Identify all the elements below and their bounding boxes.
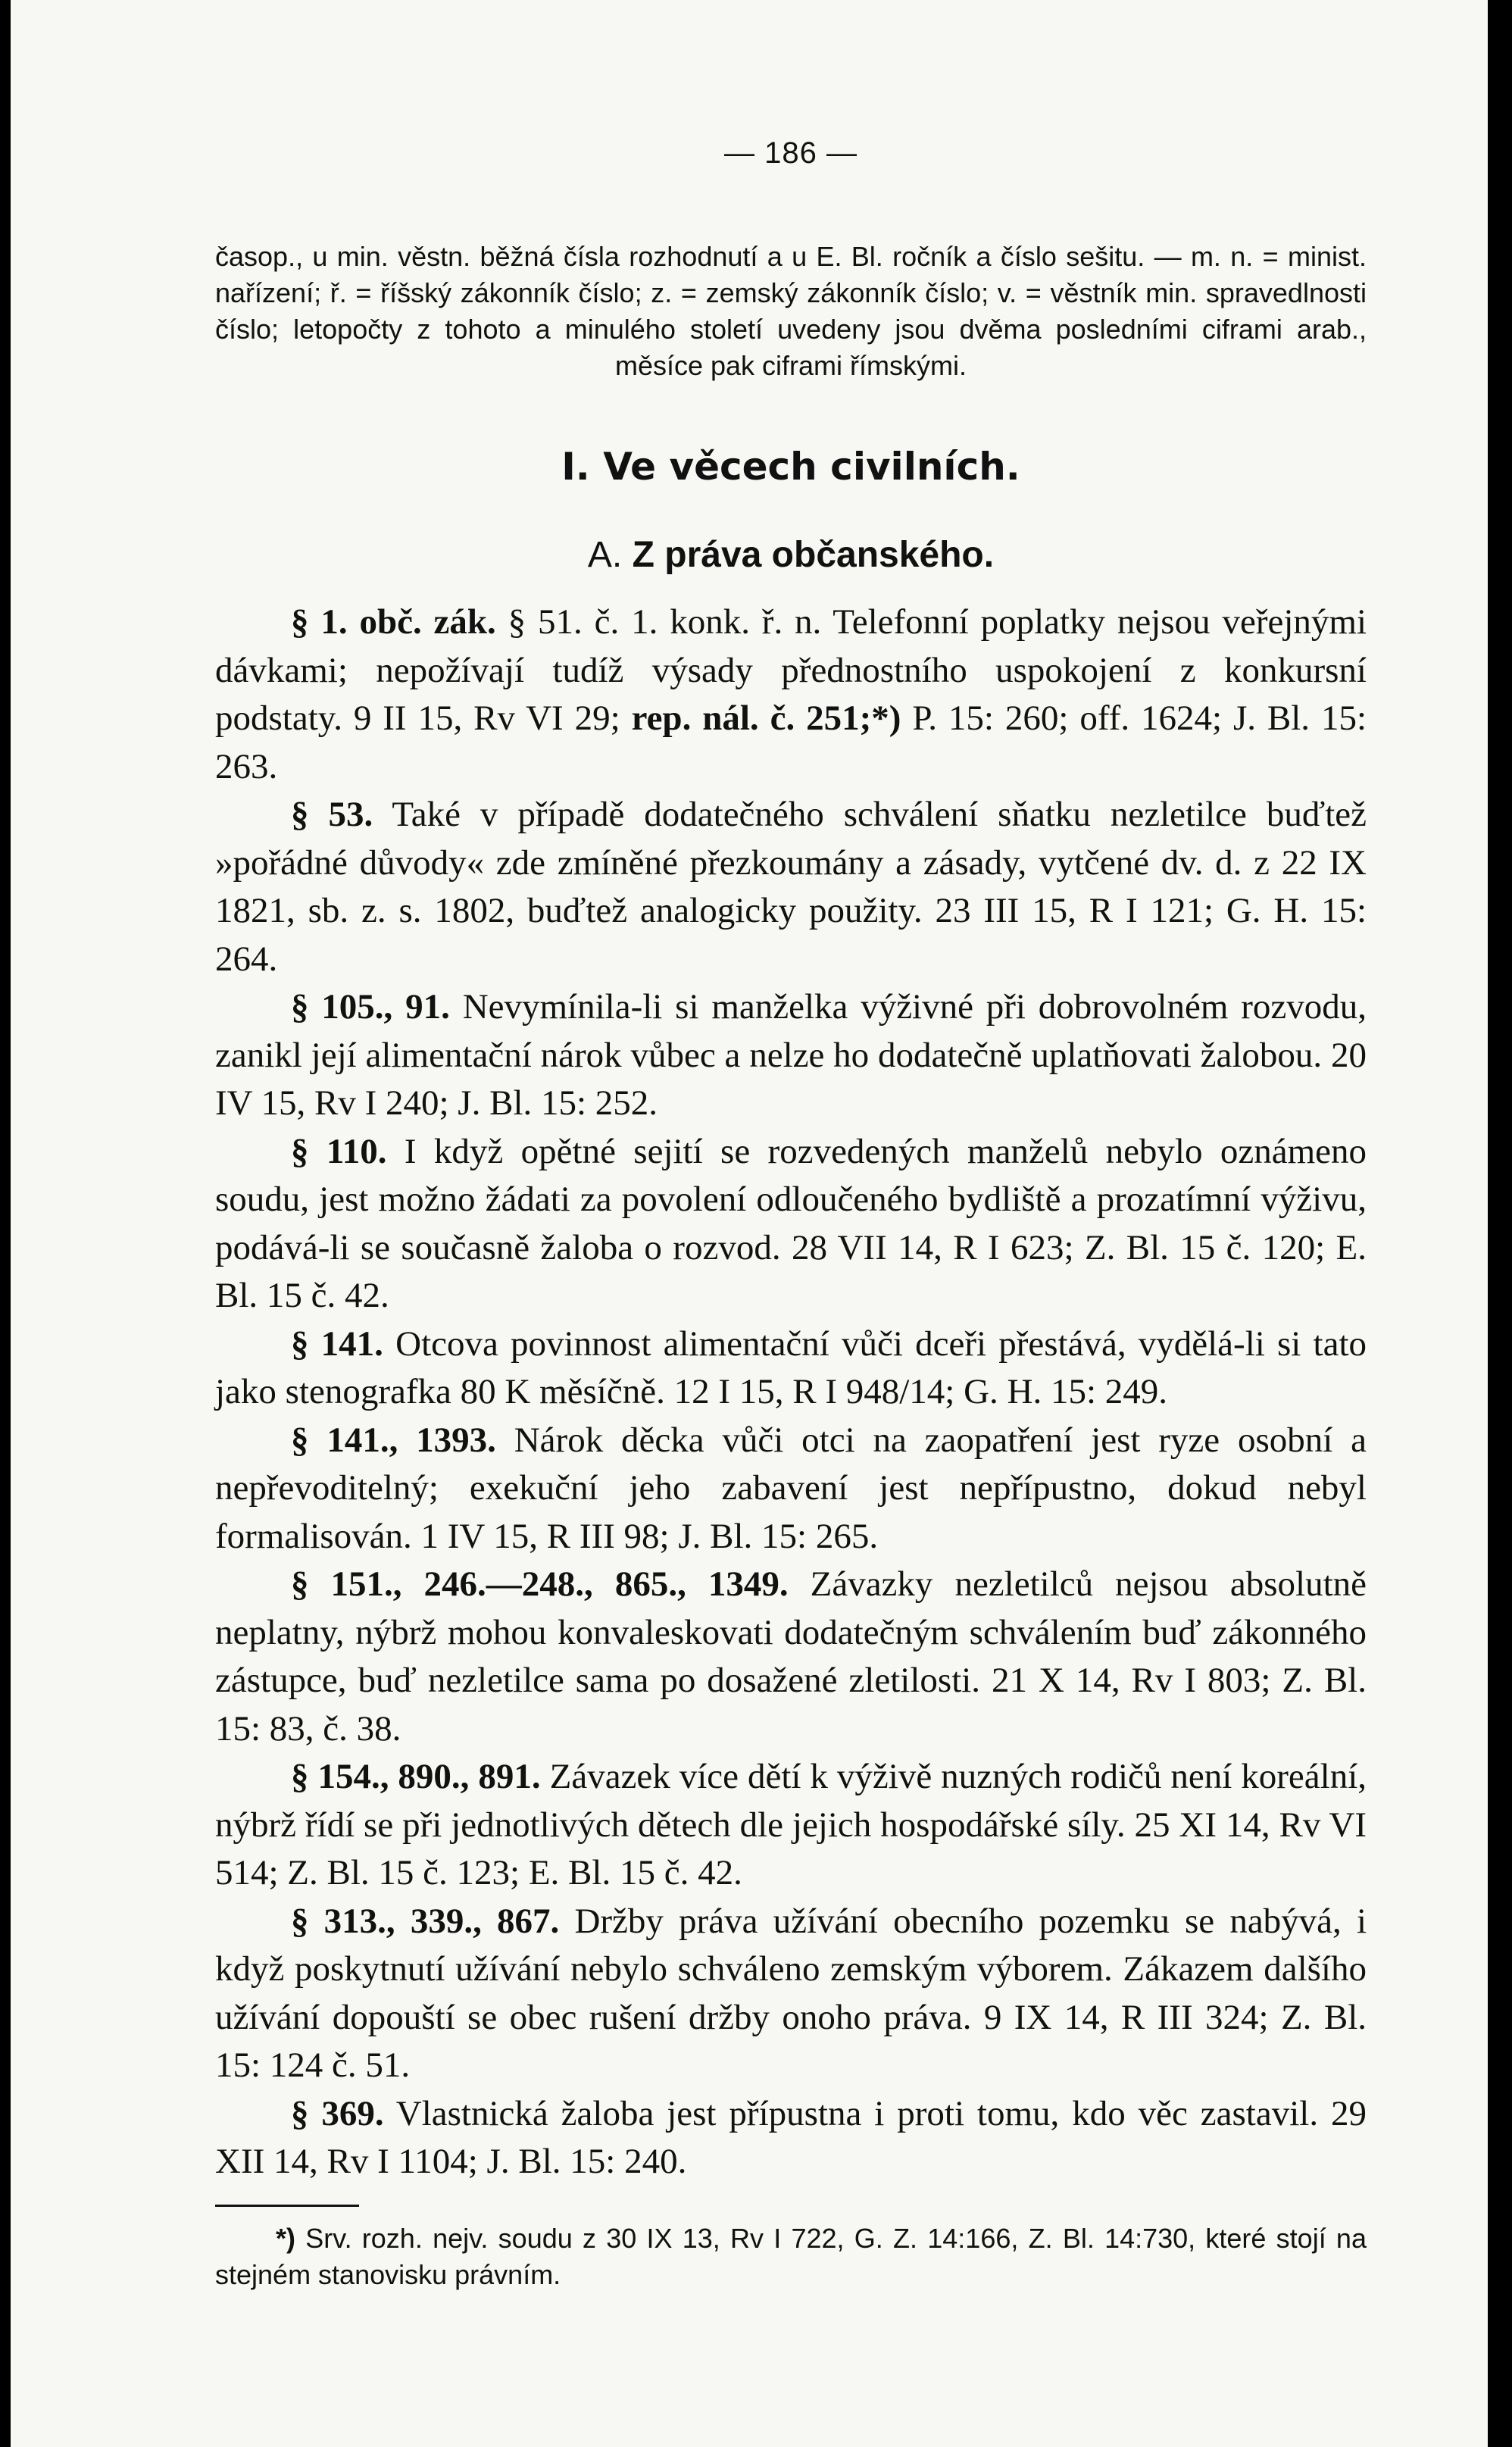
page-number: — 186 — — [724, 136, 858, 170]
entry-paragraph — [215, 1753, 1367, 1898]
entry-section-ref: § 313., 339., 867. — [291, 1901, 560, 1941]
entry-paragraph — [215, 598, 1367, 791]
entry-text: § 51. č. 1. konk. ř. n. Telefonní poplatky nejsou veřejnými dávkami; nepožívají tudíž výsady přednostního uspokojení z konkursní podstaty. 9 II 15, Rv VI 29; — [215, 602, 1367, 738]
page-content — [215, 136, 1367, 2293]
entry-section-ref: § 151., 246.—248., 865., 1349. — [291, 1564, 789, 1604]
footnote — [215, 2220, 1367, 2293]
entry-section-ref: § 154., 890., 891. — [291, 1757, 541, 1796]
entry-section-ref: § 105., 91. — [291, 987, 450, 1027]
entry-text: Otcova povinnost alimentační vůči dceři přestává, vydělá-li si tato jako stenografka 80 K měsíčně. 12 I 15, R I 948/14; G. H. 15: 249. — [215, 1324, 1367, 1411]
section-heading: I. Ve věcech civilních. — [561, 445, 1020, 489]
entry-text-tail: P. 15: 260; off. 1624; J. Bl. 15: 263. — [215, 698, 1367, 786]
footnote-divider — [215, 2205, 359, 2207]
entry-section-ref: § 110. — [291, 1131, 387, 1171]
entry-section-ref: § 1. obč. zák. — [291, 602, 496, 642]
entry-paragraph — [215, 1561, 1367, 1753]
entry-text: I když opětné sejití se rozvedených manželů nebylo oznámeno soudu, jest možno žádati za povolení odloučeného bydliště a prozatímní výživu, podává-li se současně žaloba o rozvod. 28 VII 14, R I 623; Z. Bl. 15 č. 120; E. Bl. 15 č. 42. — [215, 1131, 1367, 1315]
entry-paragraph — [215, 983, 1367, 1128]
entry-report-ref: rep. nál. č. 251;*) — [631, 698, 901, 738]
entry-text: Nárok děcka vůči otci na zaopatření jest ryze osobní a nepřevoditelný; exekuční jeho zabavení jest nepřípustno, dokud nebyl formalisován. 1 IV 15, R III 98; J. Bl. 15: 265. — [215, 1420, 1367, 1556]
entry-text: Závazky nezletilců nejsou absolutně neplatny, nýbrž mohou konvaleskovati dodatečným schválením buď zákonného zástupce, buď nezletilce sama po dosažené zletilosti. 21 X 14, Rv I 803; Z. Bl. 15: 83, č. 38. — [215, 1564, 1367, 1749]
entry-paragraph — [215, 2090, 1367, 2186]
document-page — [11, 0, 1488, 2447]
subsection-title: Z práva občanského. — [632, 535, 995, 575]
entry-text: Vlastnická žaloba jest přípustna i proti tomu, kdo věc zastavil. 29 XII 14, Rv I 1104; J. Bl. 15: 240. — [215, 2093, 1367, 2181]
subsection-heading — [215, 534, 1367, 576]
entry-paragraph — [215, 791, 1367, 983]
entry-section-ref: § 141. — [291, 1324, 383, 1364]
entry-paragraph — [215, 1320, 1367, 1417]
entry-text: Nevymínila-li si manželka výživné při dobrovolném rozvodu, zanikl její alimentační nárok vůbec a nelze ho dodatečně uplatňovati žalobou. 20 IV 15, Rv I 240; J. Bl. 15: 252. — [215, 987, 1367, 1123]
entry-text: Závazek více dětí k výživě nuzných rodičů není koreální, nýbrž řídí se při jednotlivých dětech dle jejich hospodářské síly. 25 XI 14, Rv VI 514; Z. Bl. 15 č. 123; E. Bl. 15 č. 42. — [215, 1757, 1367, 1892]
footnote-text: Srv. rozh. nejv. soudu z 30 IX 13, Rv I 722, G. Z. 14:166, Z. Bl. 14:730, které stojí na stejném stanovisku právním. — [215, 2222, 1367, 2290]
entry-paragraph — [215, 1417, 1367, 1561]
entry-paragraph — [215, 1128, 1367, 1320]
abbreviations-note: časop., u min. věstn. běžná čísla rozhodnutí a u E. Bl. ročník a číslo sešitu. — m. n. = minist. nařízení; ř. = říšský zákonník číslo; z. = zemský zákonník číslo; v. = věstník min. spravedlnosti číslo; letopočty z tohoto a minulého století uvedeny jsou dvěma posledními ciframi arab., měsíce pak ciframi římskými. — [215, 241, 1367, 381]
entry-section-ref: § 53. — [291, 795, 373, 834]
subsection-letter: A. — [587, 535, 623, 575]
entry-text: Držby práva užívání obecního pozemku se nabývá, i když poskytnutí užívání nebylo schváleno zemským výborem. Zákazem dalšího užívání dopouští se obec rušení držby onoho práva. 9 IX 14, R III 324; Z. Bl. 15: 124 č. 51. — [215, 1901, 1367, 2085]
entry-text: Také v případě dodatečného schválení sňatku nezletilce buďtež »pořádné důvody« zde zmíněné přezkoumány a zásady, vytčené dv. d. z 22 IX 1821, sb. z. s. 1802, buďtež analogicky použity. 23 III 15, R I 121; G. H. 15: 264. — [215, 795, 1367, 979]
entry-paragraph — [215, 1898, 1367, 2090]
entry-section-ref: § 369. — [291, 2093, 384, 2133]
entry-section-ref: § 141., 1393. — [291, 1420, 496, 1460]
footnote-marker: *) — [276, 2222, 295, 2254]
